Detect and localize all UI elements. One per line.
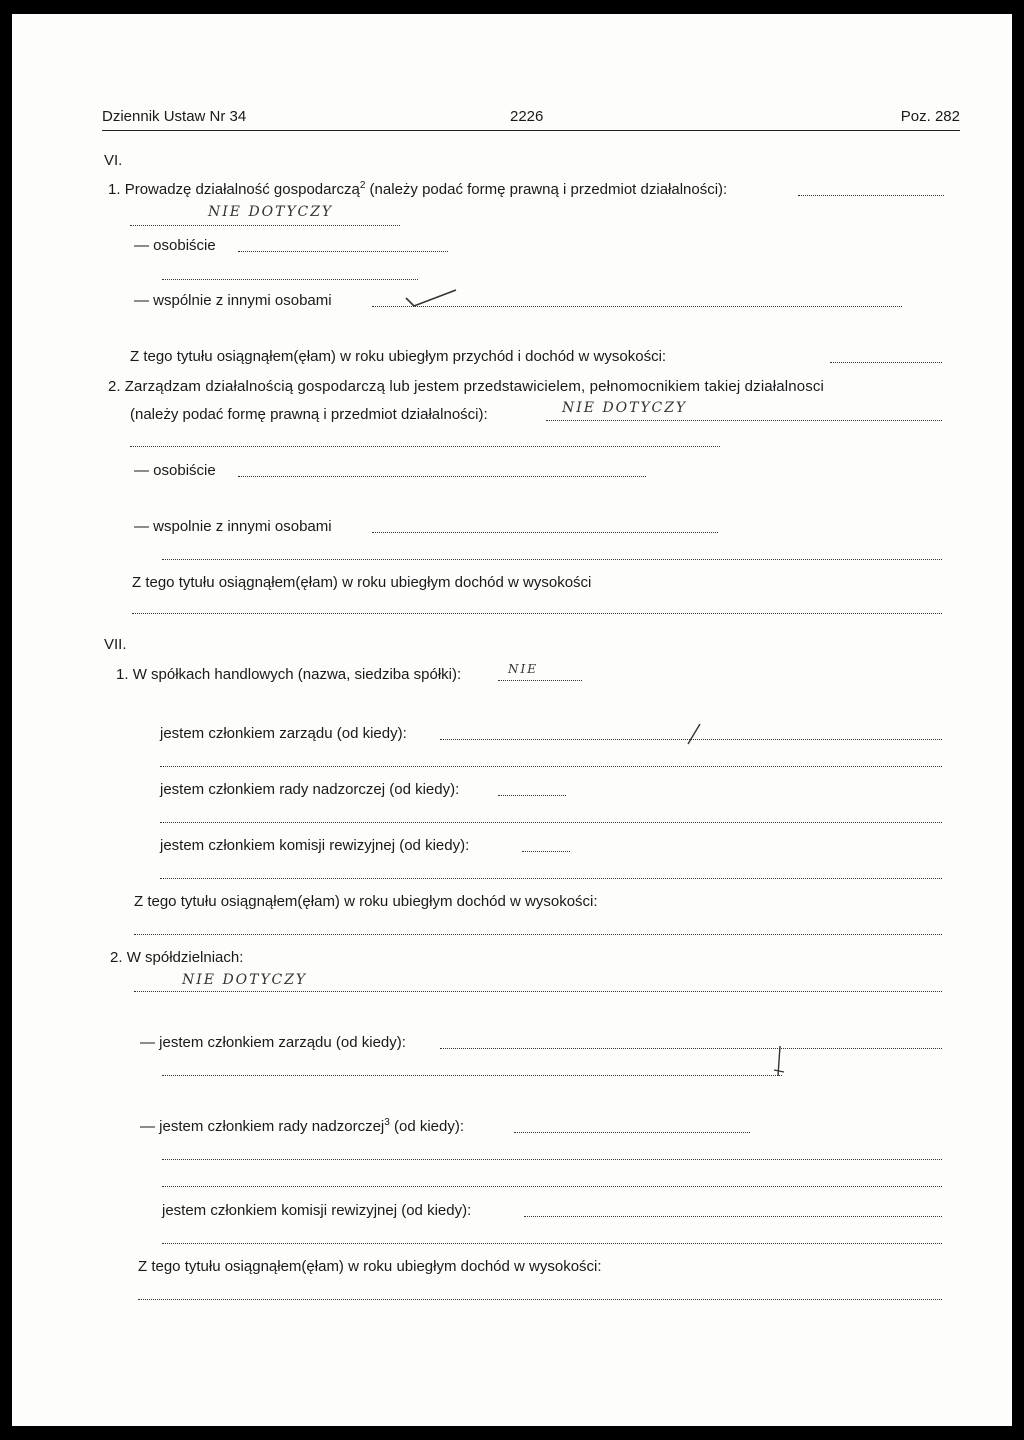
page-number: 2226 bbox=[510, 108, 544, 125]
vii-item2-board-dots-2 bbox=[162, 1075, 782, 1076]
vii-item2-supervisory: — jestem członkiem rady nadzorczej$^3$ (od kiedy): bbox=[140, 1117, 465, 1135]
vii-item2-supervisory-dots-3 bbox=[162, 1186, 942, 1187]
handwritten-check-icon bbox=[404, 288, 460, 308]
vii-item1-supervisory-dots bbox=[498, 795, 566, 796]
vi-item1-answer-dots-2 bbox=[130, 225, 400, 226]
vi-item1-label: 1. Prowadzę działalność gospodarczą$^2$ (należy podać formę prawną i przedmiot działalności): bbox=[108, 180, 728, 198]
vii-item2-income-dots bbox=[138, 1299, 942, 1300]
handwritten-slash-icon bbox=[772, 1044, 786, 1078]
vi-item1-handwritten-answer: NIE DOTYCZY bbox=[208, 204, 334, 220]
vi-item2-jointly-dots-2 bbox=[162, 559, 942, 560]
vii-item1-handwritten-answer: NIE bbox=[508, 662, 538, 676]
vi-personally-dots bbox=[238, 251, 448, 252]
vi-item1-income-dots bbox=[830, 362, 942, 363]
vii-item1-board: jestem członkiem zarządu (od kiedy): bbox=[160, 725, 407, 742]
vi-item2-personally: — osobiście bbox=[134, 462, 216, 479]
vii-item1-supervisory-dots-2 bbox=[160, 822, 942, 823]
section-vi-numeral: VI. bbox=[104, 152, 123, 169]
vii-item1-income-dots bbox=[134, 934, 942, 935]
vi-item2-jointly: — wspolnie z innymi osobami bbox=[134, 518, 332, 535]
vi-item2-answer-dots-2 bbox=[130, 446, 720, 447]
vii-item2-supervisory-dots bbox=[514, 1132, 750, 1133]
vii-item1-board-dots-2 bbox=[160, 766, 942, 767]
vi-item2-answer-dots bbox=[546, 420, 942, 421]
vi-item2-label-line1: 2. Zarządzam działalnością gospodarczą lub jestem przedstawicielem, pełnomocnikiem takiej działalnosci bbox=[108, 378, 825, 395]
vii-item2-board: — jestem członkiem zarządu (od kiedy): bbox=[140, 1034, 406, 1051]
vi-item1-income: Z tego tytułu osiągnąłem(ęłam) w roku ubiegłym przychód i dochód w wysokości: bbox=[130, 348, 667, 365]
vii-item2-income: Z tego tytułu osiągnąłem(ęłam) w roku ubiegłym dochód w wysokości: bbox=[138, 1258, 602, 1275]
vi-item1-answer-dots bbox=[798, 195, 944, 196]
vi-item2-income-dots bbox=[132, 613, 942, 614]
vi-personally-dots-2 bbox=[162, 279, 418, 280]
vii-item1-audit-dots bbox=[522, 851, 570, 852]
vii-item1-supervisory: jestem członkiem rady nadzorczej (od kiedy): bbox=[160, 781, 460, 798]
vii-item1-audit-dots-2 bbox=[160, 878, 942, 879]
vi-item2-handwritten-answer: NIE DOTYCZY bbox=[562, 400, 688, 416]
vi-item2-income: Z tego tytułu osiągnąłem(ęłam) w roku ubiegłym dochód w wysokości bbox=[132, 574, 592, 591]
journal-title: Dziennik Ustaw Nr 34 bbox=[102, 108, 247, 125]
vii-item2-supervisory-dots-2 bbox=[162, 1159, 942, 1160]
handwritten-slash-icon bbox=[684, 722, 704, 746]
position-number: Poz. 282 bbox=[900, 108, 960, 125]
vii-item1-income: Z tego tytułu osiągnąłem(ęłam) w roku ubiegłym dochód w wysokości: bbox=[134, 893, 598, 910]
section-vii-numeral: VII. bbox=[104, 636, 127, 653]
document-page bbox=[12, 14, 1012, 1426]
vi-item1-personally: — osobiście bbox=[134, 237, 216, 254]
vii-item2-audit-dots-2 bbox=[162, 1243, 942, 1244]
vi-item2-label-line2: (należy podać formę prawną i przedmiot działalności): bbox=[130, 406, 488, 423]
vii-item1-audit: jestem członkiem komisji rewizyjnej (od kiedy): bbox=[160, 837, 470, 854]
vii-item2-label: 2. W spółdzielniach: bbox=[110, 949, 244, 966]
vii-item1-label: 1. W spółkach handlowych (nazwa, siedziba spółki): bbox=[116, 666, 462, 683]
vii-item1-answer-dots bbox=[498, 680, 582, 681]
vii-item2-board-dots bbox=[440, 1048, 942, 1049]
vi-item2-personally-dots bbox=[238, 476, 646, 477]
vi-item1-jointly: — wspólnie z innymi osobami bbox=[134, 292, 332, 309]
vii-item2-handwritten-answer: NIE DOTYCZY bbox=[182, 972, 308, 988]
vii-item2-audit-dots bbox=[524, 1216, 942, 1217]
vii-item2-answer-dots bbox=[134, 991, 942, 992]
vi-item2-jointly-dots bbox=[372, 532, 718, 533]
vii-item2-audit: jestem członkiem komisji rewizyjnej (od kiedy): bbox=[162, 1202, 472, 1219]
page-header bbox=[102, 108, 960, 131]
